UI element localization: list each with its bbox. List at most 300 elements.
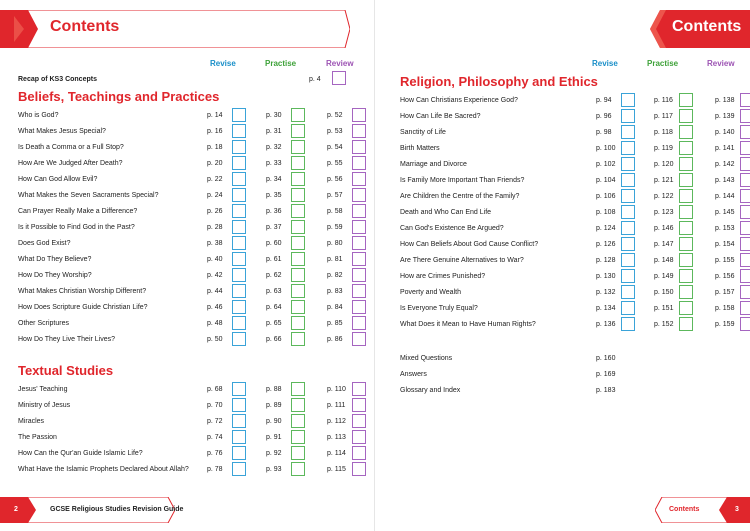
revise-page-number: p. 94 [596,97,612,104]
toc-row [400,351,745,367]
review-checkbox[interactable] [352,220,366,234]
revise-checkbox[interactable] [232,300,246,314]
review-checkbox[interactable] [740,221,750,235]
footer-section-label: Contents [669,506,700,513]
toc-row [400,157,745,173]
toc-row [400,237,745,253]
section-title-textual: Textual Studies [18,363,114,378]
footer-right [655,497,750,523]
revise-checkbox[interactable] [621,317,635,331]
toc-row [18,268,363,284]
revise-page-number: p. 132 [596,289,616,296]
review-checkbox[interactable] [352,382,366,396]
revise-checkbox[interactable] [232,382,246,396]
toc-topic: Sanctity of Life [400,129,446,136]
toc-row [18,284,363,300]
practise-page-number: p. 32 [266,144,282,151]
practise-page-number: p. 122 [654,193,674,200]
toc-topic: Is Death a Comma or a Full Stop? [18,144,124,151]
toc-row [18,446,363,462]
review-checkbox[interactable] [352,430,366,444]
practise-page-number: p. 30 [266,112,282,119]
practise-checkbox[interactable] [291,300,305,314]
toc-row [18,414,363,430]
revise-page-number: p. 68 [207,386,223,393]
revise-checkbox[interactable] [232,220,246,234]
revise-page-number: p. 42 [207,272,223,279]
toc-topic: Jesus' Teaching [18,386,68,393]
revise-page-number: p. 126 [596,241,616,248]
toc-row [18,204,363,220]
practise-page-number: p. 117 [654,113,673,120]
practise-page-number: p. 88 [266,386,282,393]
recap-label: Recap of KS3 Concepts [18,76,97,83]
toc-topic: What Have the Islamic Prophets Declared About Allah? [18,466,189,473]
toc-row [18,140,363,156]
practise-checkbox[interactable] [291,382,305,396]
practise-checkbox[interactable] [679,141,693,155]
revise-checkbox[interactable] [232,204,246,218]
review-checkbox[interactable] [740,93,750,107]
practise-page-number: p. 36 [266,208,282,215]
toc-topic: What Does it Mean to Have Human Rights? [400,321,536,328]
section-title-beliefs: Beliefs, Teachings and Practices [18,89,220,104]
review-page-number: p. 159 [715,321,735,328]
revise-page-number: p. 74 [207,434,223,441]
revise-checkbox[interactable] [232,332,246,346]
review-checkbox[interactable] [740,205,750,219]
practise-checkbox[interactable] [291,316,305,330]
revise-page-number: p. 38 [207,240,223,247]
review-page-number: p. 52 [327,112,343,119]
revise-checkbox[interactable] [621,189,635,203]
revise-page-number: p. 50 [207,336,223,343]
revise-checkbox[interactable] [232,430,246,444]
revise-checkbox[interactable] [621,253,635,267]
toc-row [18,172,363,188]
practise-checkbox[interactable] [291,252,305,266]
review-page-number: p. 138 [715,97,735,104]
toc-row [400,317,745,333]
revise-checkbox[interactable] [621,237,635,251]
revise-page-number: p. 130 [596,273,616,280]
review-checkbox[interactable] [740,125,750,139]
review-checkbox[interactable] [352,446,366,460]
practise-page-number: p. 90 [266,418,282,425]
toc-topic: How Do They Worship? [18,272,92,279]
toc-row [400,109,745,125]
review-page-number: p. 155 [715,257,735,264]
practise-checkbox[interactable] [291,284,305,298]
review-page-number: p. 58 [327,208,343,215]
practise-header-right: Practise [647,59,679,68]
review-checkbox[interactable] [352,140,366,154]
toc-row [18,462,363,478]
toc-topic: Are Children the Centre of the Family? [400,193,520,200]
toc-row [400,301,745,317]
review-checkbox[interactable] [352,284,366,298]
revise-page-number: p. 108 [596,209,616,216]
practise-checkbox[interactable] [679,125,693,139]
toc-topic: How Can Christians Experience God? [400,97,518,104]
revise-page-number: p. 160 [596,355,616,362]
revise-checkbox[interactable] [621,269,635,283]
review-checkbox[interactable] [352,414,366,428]
toc-row [18,316,363,332]
review-checkbox[interactable] [352,332,366,346]
review-checkbox[interactable] [352,188,366,202]
toc-row [18,300,363,316]
revise-page-number: p. 26 [207,208,223,215]
revise-page-number: p. 100 [596,145,616,152]
practise-checkbox[interactable] [679,189,693,203]
toc-row [400,269,745,285]
practise-page-number: p. 35 [266,192,282,199]
practise-checkbox[interactable] [679,205,693,219]
practise-checkbox[interactable] [291,398,305,412]
practise-page-number: p. 37 [266,224,282,231]
toc-row [400,189,745,205]
toc-topic: How are Crimes Punished? [400,273,486,280]
toc-topic: Who is God? [18,112,59,119]
practise-checkbox[interactable] [679,221,693,235]
practise-page-number: p. 91 [266,434,282,441]
practise-checkbox[interactable] [679,237,693,251]
toc-topic: What Do They Believe? [18,256,92,263]
revise-checkbox[interactable] [232,414,246,428]
review-header: Review [326,59,354,68]
toc-topic: How Can the Qur'an Guide Islamic Life? [18,450,143,457]
review-page-number: p. 85 [327,320,343,327]
review-checkbox[interactable] [352,156,366,170]
toc-topic: Can Prayer Really Make a Difference? [18,208,138,215]
review-checkbox[interactable] [352,316,366,330]
practise-page-number: p. 148 [654,257,674,264]
toc-row [400,141,745,157]
revise-page-number: p. 16 [207,128,223,135]
revise-checkbox[interactable] [621,285,635,299]
toc-topic: Can God's Existence Be Argued? [400,225,504,232]
revise-checkbox[interactable] [621,125,635,139]
review-page-number: p. 114 [327,450,346,457]
practise-checkbox[interactable] [291,140,305,154]
revise-header: Revise [210,59,236,68]
toc-topic: What Makes Christian Worship Different? [18,288,147,295]
toc-row [18,398,363,414]
review-page-number: p. 84 [327,304,343,311]
revise-page-number: p. 128 [596,257,616,264]
practise-page-number: p. 152 [654,321,674,328]
practise-checkbox[interactable] [291,268,305,282]
revise-page-number: p. 24 [207,192,223,199]
section-title-religion: Religion, Philosophy and Ethics [400,74,598,89]
revise-checkbox[interactable] [232,446,246,460]
revise-checkbox[interactable] [232,108,246,122]
review-page-number: p. 158 [715,305,735,312]
toc-topic: How Do They Live Their Lives? [18,336,116,343]
revise-checkbox[interactable] [232,188,246,202]
review-header-right: Review [707,59,735,68]
revise-checkbox[interactable] [232,252,246,266]
review-page-number: p. 143 [715,177,735,184]
practise-page-number: p. 92 [266,450,282,457]
revise-header-right: Revise [592,59,618,68]
practise-checkbox[interactable] [679,285,693,299]
revise-page-number: p. 22 [207,176,223,183]
toc-row [400,173,745,189]
practise-checkbox[interactable] [291,204,305,218]
toc-topic: Does God Exist? [18,240,71,247]
revise-checkbox[interactable] [621,157,635,171]
practise-checkbox[interactable] [291,156,305,170]
review-checkbox[interactable] [740,141,750,155]
revise-checkbox[interactable] [232,268,246,282]
contents-banner-right [650,10,750,48]
revise-page-number: p. 70 [207,402,223,409]
review-checkbox[interactable] [352,462,366,476]
revise-checkbox[interactable] [621,109,635,123]
revise-checkbox[interactable] [232,124,246,138]
revise-page-number: p. 46 [207,304,223,311]
review-page-number: p. 154 [715,241,735,248]
toc-row [400,253,745,269]
revise-page-number: p. 44 [207,288,223,295]
review-checkbox[interactable] [740,269,750,283]
practise-checkbox[interactable] [679,317,693,331]
review-checkbox[interactable] [352,124,366,138]
review-page-number: p. 141 [715,145,735,152]
review-checkbox[interactable] [740,109,750,123]
practise-checkbox[interactable] [291,188,305,202]
review-checkbox[interactable] [352,300,366,314]
review-checkbox[interactable] [740,317,750,331]
review-checkbox[interactable] [740,237,750,251]
revise-checkbox[interactable] [621,301,635,315]
revise-checkbox[interactable] [232,140,246,154]
review-page-number: p. 144 [715,193,735,200]
revise-page-number: p. 96 [596,113,612,120]
toc-topic: How Can Life Be Sacred? [400,113,481,120]
practise-checkbox[interactable] [291,236,305,250]
review-page-number: p. 115 [327,466,346,473]
practise-page-number: p. 120 [654,161,674,168]
toc-row [400,383,745,399]
recap-review-checkbox[interactable] [332,71,346,85]
review-checkbox[interactable] [740,253,750,267]
revise-checkbox[interactable] [232,316,246,330]
practise-page-number: p. 89 [266,402,282,409]
revise-checkbox[interactable] [621,93,635,107]
practise-page-number: p. 123 [654,209,674,216]
practise-checkbox[interactable] [679,157,693,171]
review-page-number: p. 86 [327,336,343,343]
revise-page-number: p. 169 [596,371,616,378]
review-checkbox[interactable] [352,204,366,218]
recap-page: p. 4 [309,76,321,83]
practise-page-number: p. 33 [266,160,282,167]
toc-row [18,252,363,268]
right-page [375,0,750,531]
revise-page-number: p. 18 [207,144,223,151]
practise-checkbox[interactable] [679,173,693,187]
revise-checkbox[interactable] [232,156,246,170]
toc-topic: What Makes the Seven Sacraments Special? [18,192,159,199]
practise-checkbox[interactable] [679,301,693,315]
practise-page-number: p. 116 [654,97,673,104]
review-checkbox[interactable] [352,398,366,412]
review-checkbox[interactable] [352,172,366,186]
toc-topic: Mixed Questions [400,355,453,362]
review-checkbox[interactable] [740,285,750,299]
toc-topic: Is it Possible to Find God in the Past? [18,224,135,231]
toc-topic: Answers [400,371,427,378]
practise-page-number: p. 93 [266,466,282,473]
toc-topic: Are There Genuine Alternatives to War? [400,257,524,264]
revise-checkbox[interactable] [621,173,635,187]
practise-page-number: p. 31 [266,128,282,135]
practise-checkbox[interactable] [291,446,305,460]
revise-page-number: p. 124 [596,225,616,232]
toc-row [18,382,363,398]
footer-page-number-right: 3 [735,506,739,513]
toc-topic: What Makes Jesus Special? [18,128,106,135]
page-title-right: Contents [672,18,742,35]
revise-checkbox[interactable] [621,221,635,235]
review-page-number: p. 140 [715,129,735,136]
footer-page-number-left: 2 [14,506,18,513]
review-page-number: p. 112 [327,418,346,425]
practise-page-number: p. 63 [266,288,282,295]
toc-topic: Glossary and Index [400,387,461,394]
revise-page-number: p. 20 [207,160,223,167]
toc-topic: Miracles [18,418,45,425]
revise-checkbox[interactable] [232,398,246,412]
revise-page-number: p. 98 [596,129,612,136]
toc-row [18,332,363,348]
practise-page-number: p. 60 [266,240,282,247]
revise-page-number: p. 102 [596,161,616,168]
footer-left [0,497,184,523]
revise-page-number: p. 134 [596,305,616,312]
revise-page-number: p. 104 [596,177,616,184]
review-page-number: p. 113 [327,434,346,441]
revise-checkbox[interactable] [621,141,635,155]
practise-page-number: p. 34 [266,176,282,183]
practise-checkbox[interactable] [291,220,305,234]
revise-checkbox[interactable] [232,284,246,298]
practise-page-number: p. 119 [654,145,673,152]
review-page-number: p. 145 [715,209,735,216]
toc-topic: Death and Who Can End Life [400,209,492,216]
review-checkbox[interactable] [352,268,366,282]
review-page-number: p. 153 [715,225,735,232]
review-page-number: p. 81 [327,256,343,263]
practise-checkbox[interactable] [679,93,693,107]
revise-page-number: p. 78 [207,466,223,473]
revise-page-number: p. 136 [596,321,616,328]
review-page-number: p. 57 [327,192,343,199]
review-checkbox[interactable] [352,252,366,266]
toc-topic: How Does Scripture Guide Christian Life? [18,304,148,311]
toc-row [18,188,363,204]
practise-page-number: p. 151 [654,305,674,312]
revise-page-number: p. 76 [207,450,223,457]
review-checkbox[interactable] [740,157,750,171]
practise-checkbox[interactable] [291,414,305,428]
toc-topic: How Can Beliefs About God Cause Conflict? [400,241,539,248]
practise-page-number: p. 61 [266,256,282,263]
practise-checkbox[interactable] [679,109,693,123]
page-title-left: Contents [50,18,120,35]
toc-row [400,93,745,109]
review-page-number: p. 53 [327,128,343,135]
toc-topic: Poverty and Wealth [400,289,461,296]
revise-checkbox[interactable] [232,462,246,476]
review-page-number: p. 139 [715,113,735,120]
review-page-number: p. 83 [327,288,343,295]
toc-topic: The Passion [18,434,57,441]
review-page-number: p. 156 [715,273,735,280]
practise-page-number: p. 147 [654,241,674,248]
toc-topic: Other Scriptures [18,320,69,327]
toc-row [18,236,363,252]
toc-row [400,367,745,383]
review-page-number: p. 111 [327,402,346,409]
revise-page-number: p. 40 [207,256,223,263]
practise-page-number: p. 150 [654,289,674,296]
review-page-number: p. 157 [715,289,735,296]
toc-row [18,156,363,172]
practise-page-number: p. 121 [654,177,674,184]
toc-row [18,124,363,140]
practise-checkbox[interactable] [291,462,305,476]
practise-checkbox[interactable] [291,124,305,138]
revise-checkbox[interactable] [232,236,246,250]
review-checkbox[interactable] [352,236,366,250]
review-page-number: p. 59 [327,224,343,231]
review-checkbox[interactable] [740,189,750,203]
toc-row [400,221,745,237]
revise-page-number: p. 183 [596,387,616,394]
revise-checkbox[interactable] [621,205,635,219]
toc-topic: Birth Matters [400,145,440,152]
toc-topic: Is Everyone Truly Equal? [400,305,478,312]
toc-row [18,430,363,446]
practise-checkbox[interactable] [679,269,693,283]
toc-row [18,220,363,236]
practise-checkbox[interactable] [291,172,305,186]
practise-checkbox[interactable] [291,108,305,122]
review-checkbox[interactable] [740,173,750,187]
review-checkbox[interactable] [740,301,750,315]
review-checkbox[interactable] [352,108,366,122]
review-page-number: p. 80 [327,240,343,247]
review-page-number: p. 142 [715,161,735,168]
review-page-number: p. 55 [327,160,343,167]
toc-row [18,108,363,124]
practise-header: Practise [265,59,297,68]
practise-checkbox[interactable] [291,332,305,346]
practise-page-number: p. 66 [266,336,282,343]
practise-checkbox[interactable] [679,253,693,267]
revise-page-number: p. 72 [207,418,223,425]
practise-checkbox[interactable] [291,430,305,444]
practise-page-number: p. 149 [654,273,674,280]
practise-page-number: p. 65 [266,320,282,327]
revise-checkbox[interactable] [232,172,246,186]
toc-row [400,125,745,141]
revise-page-number: p. 14 [207,112,223,119]
